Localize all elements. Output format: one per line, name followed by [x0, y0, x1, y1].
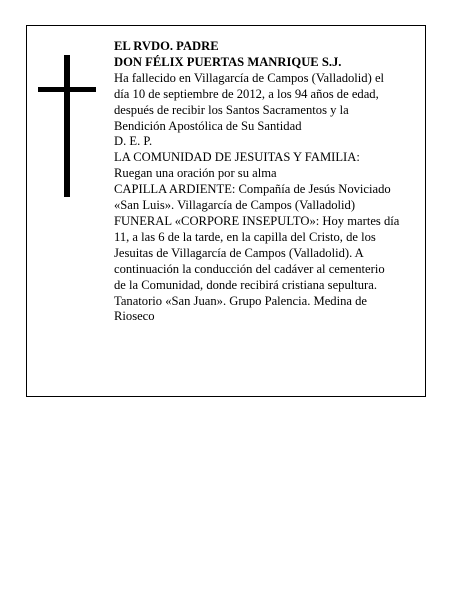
notice-line: Ha fallecido en Villagarcía de Campos (Valladolid) el — [114, 70, 385, 85]
cross-vertical-bar — [64, 55, 70, 197]
notice-title: EL RVDO. PADRE — [114, 39, 219, 53]
notice-line: Jesuitas de Villagarcía de Campos (Valladolid). A — [114, 245, 364, 260]
funeral-home-line: Tanatorio «San Juan». Grupo Palencia. Medina de — [114, 293, 368, 308]
funeral-line: FUNERAL «CORPORE INSEPULTO»: Hoy martes día — [114, 213, 400, 228]
rip-line: D. E. P. — [114, 134, 153, 149]
deceased-name: DON FÉLIX PUERTAS MANRIQUE S.J. — [114, 54, 342, 69]
notice-line: continuación la conducción del cadáver al cementerio — [114, 261, 385, 276]
cross-horizontal-bar — [38, 87, 96, 92]
cross-icon — [38, 55, 96, 197]
notice-line: día 10 de septiembre de 2012, a los 94 años de edad, — [114, 86, 379, 101]
notice-line: de la Comunidad, donde recibirá cristiana sepultura. — [114, 277, 377, 292]
notice-line: Ruegan una oración por su alma — [114, 166, 277, 181]
obituary-text — [114, 39, 414, 325]
notice-line: «San Luis». Villagarcía de Campos (Valladolid) — [114, 198, 356, 213]
notice-line: Bendición Apostólica de Su Santidad — [114, 118, 302, 133]
notice-line: 11, a las 6 de la tarde, en la capilla del Cristo, de los — [114, 229, 376, 244]
family-line: LA COMUNIDAD DE JESUITAS Y FAMILIA: — [114, 150, 360, 165]
notice-line: Rioseco — [114, 309, 155, 324]
notice-line: después de recibir los Santos Sacramentos y la — [114, 102, 349, 117]
chapel-line: CAPILLA ARDIENTE: Compañía de Jesús Noviciado — [114, 182, 391, 197]
